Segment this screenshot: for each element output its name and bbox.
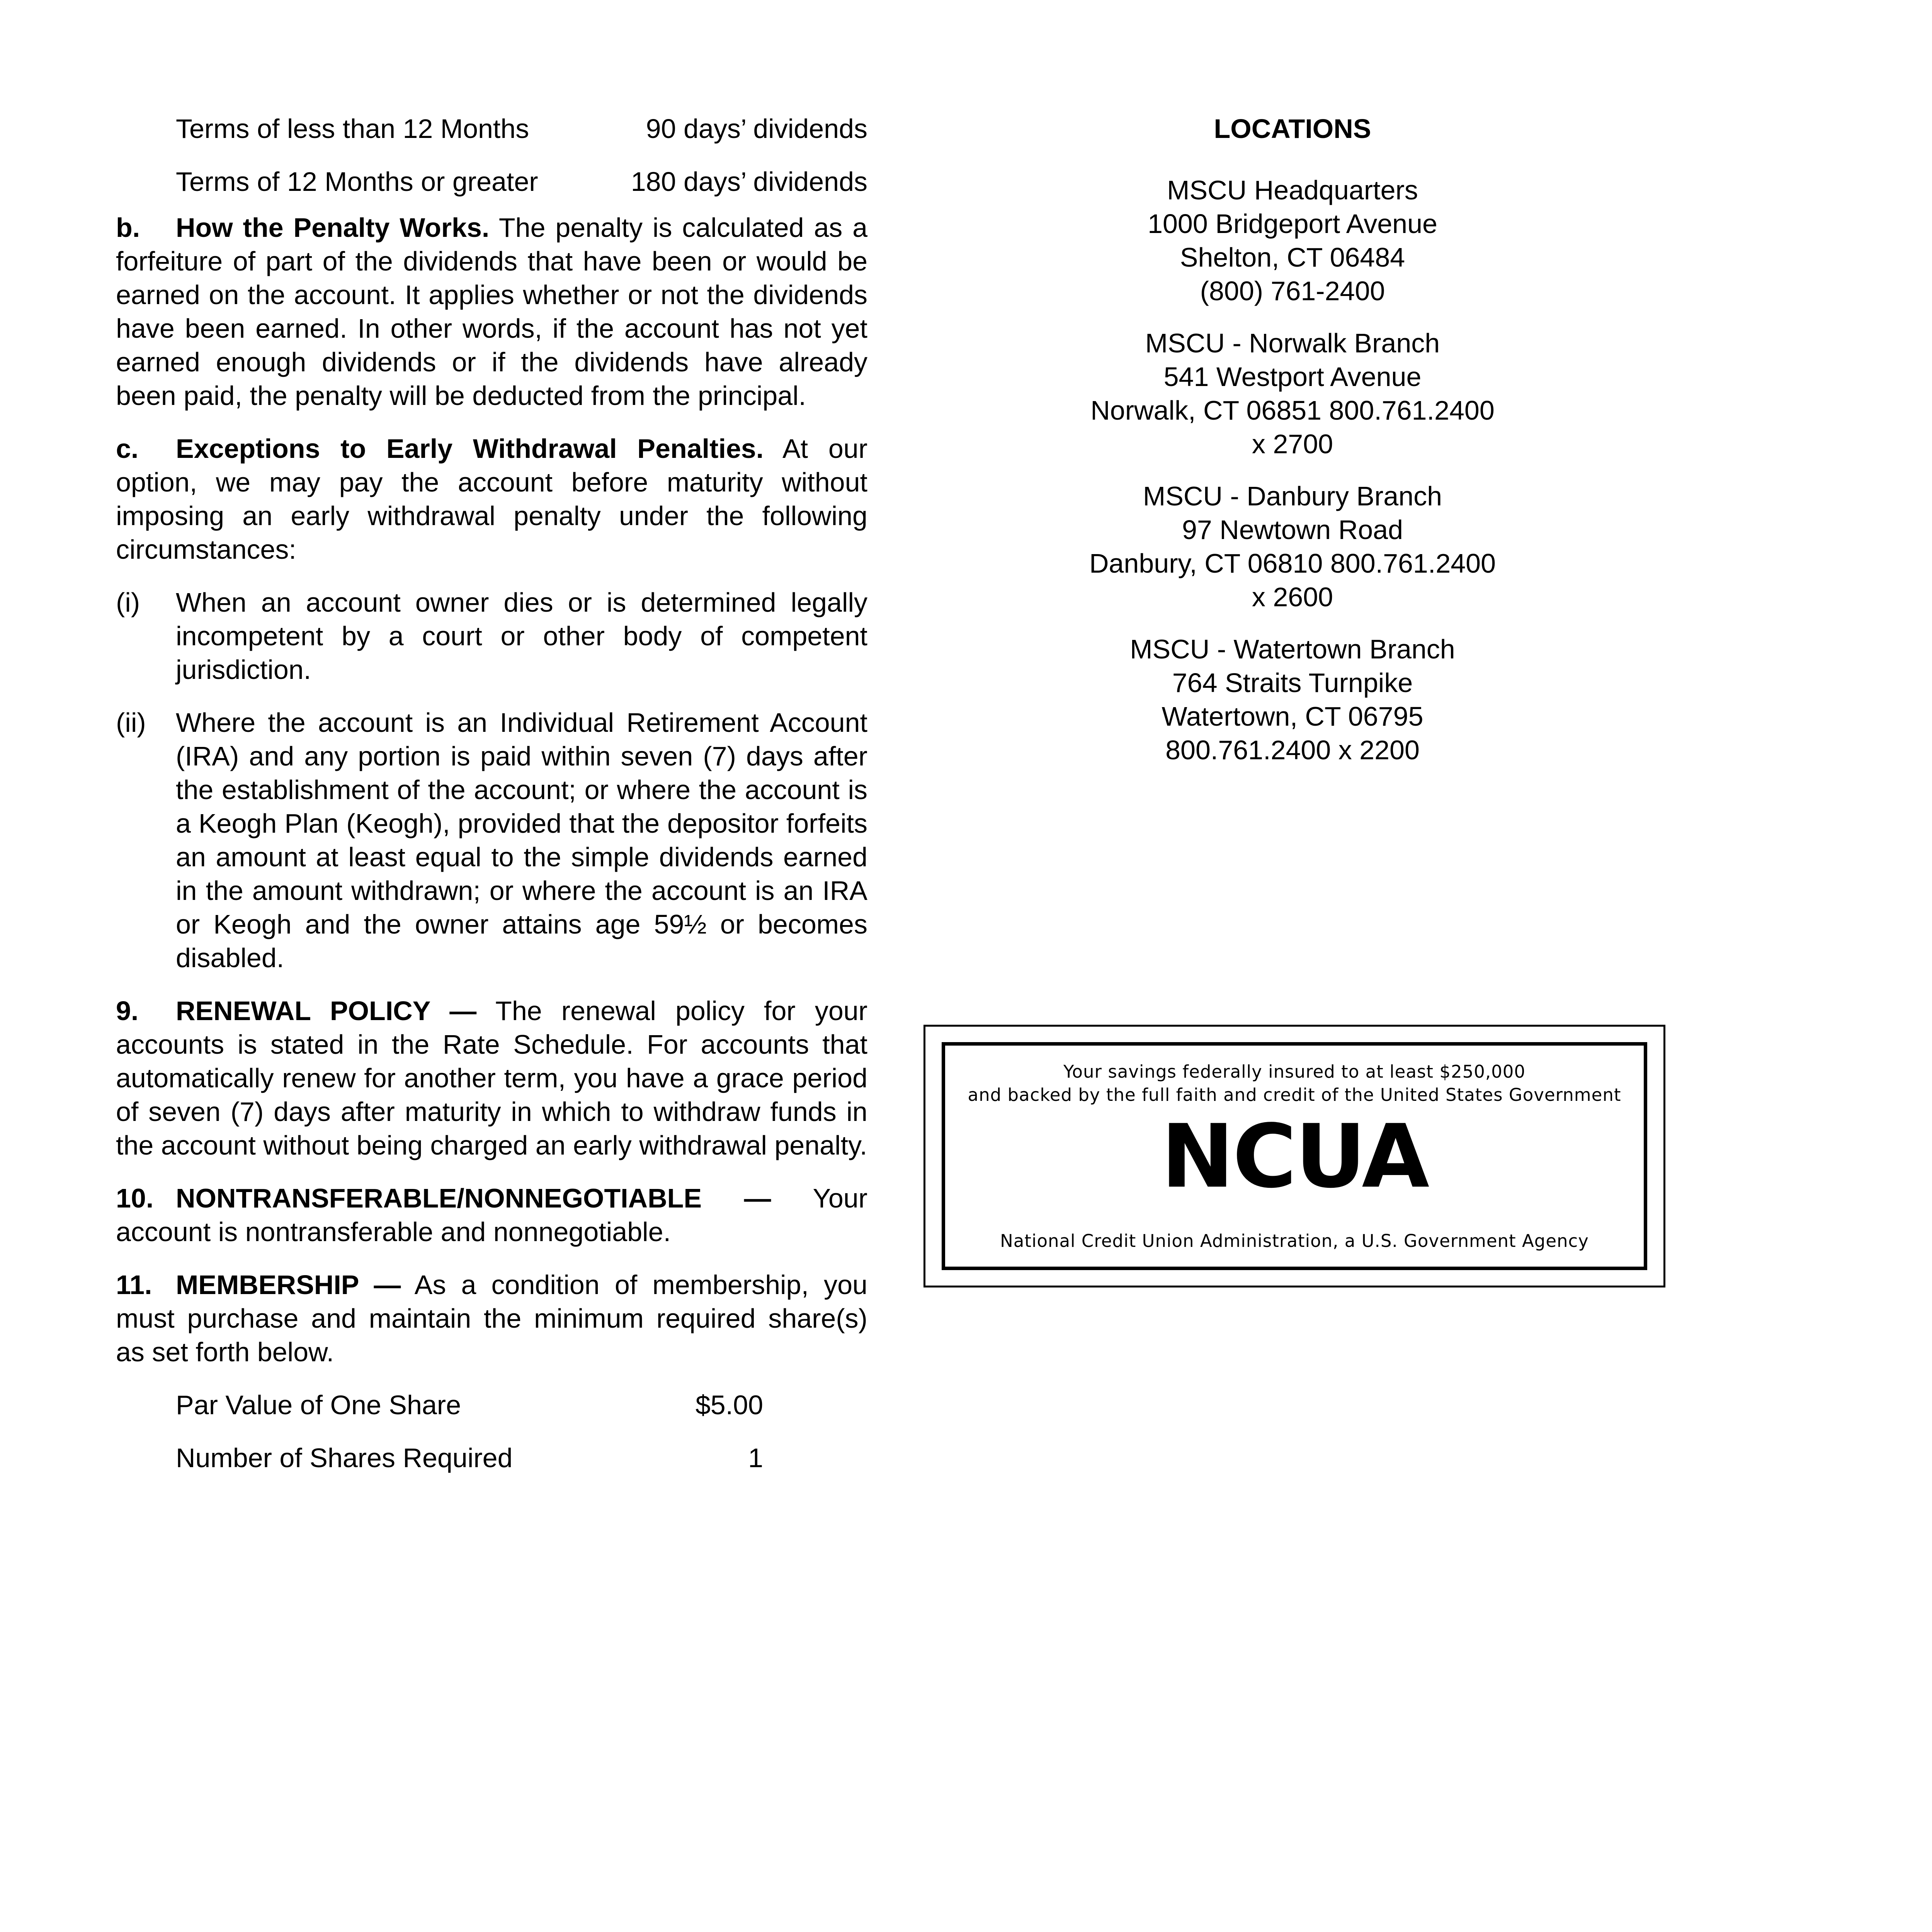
branch-danbury — [920, 480, 1665, 614]
branch-name: MSCU - Watertown Branch — [1130, 634, 1455, 664]
ncua-inner-frame — [942, 1042, 1647, 1270]
branch-city: Norwalk, CT 06851 800.761.2400 — [1090, 395, 1495, 425]
section-c-text: At our option, we may pay the account before maturity without imposing an early withdrawal penalty under the following circumstances: — [116, 434, 867, 565]
branch-phone: x 2700 — [1252, 429, 1333, 459]
section-9-text: The renewal policy for your accounts is stated in the Rate Schedule. For accounts that automatically renew for another term, you have a grace period of seven (7) days after maturity in which to withdraw funds in the account without being charged an early withdrawal penalty. — [116, 996, 867, 1160]
left-column — [116, 112, 867, 1494]
branch-name: MSCU - Norwalk Branch — [1145, 328, 1440, 358]
section-9-label: 9. — [116, 996, 139, 1026]
exception-number: (ii) — [116, 707, 146, 738]
branch-street: 1000 Bridgeport Avenue — [1148, 209, 1437, 239]
ncua-backed-line: and backed by the full faith and credit of the United States Government — [968, 1085, 1621, 1105]
section-c-paragraph — [116, 432, 867, 566]
branch-city: Shelton, CT 06484 — [1180, 242, 1405, 272]
share-row-par-value — [116, 1388, 867, 1422]
section-11-text: As a condition of membership, you must purchase and maintain the minimum required share(s) as set forth below. — [116, 1270, 867, 1367]
section-11-label: 11. — [116, 1270, 152, 1300]
ncua-insurance-box — [923, 1025, 1665, 1287]
branch-phone: (800) 761-2400 — [1200, 276, 1385, 306]
section-b-paragraph — [116, 211, 867, 413]
penalty-amount: 180 days’ dividends — [631, 167, 867, 197]
section-10-text: Your account is nontransferable and nonnegotiable. — [116, 1183, 867, 1247]
ncua-logo: NCUA — [1161, 1106, 1428, 1208]
exception-text: Where the account is an Individual Retirement Account (IRA) and any portion is paid within seven (7) days after the establishment of the account; or where the account is a Keogh Plan (Keogh), provided that the depositor forfeits an amount at least equal to the simple dividends earned in the amount withdrawn; or where the account is an IRA or Keogh and the owner attains age 59½ or becomes disabled. — [176, 707, 867, 973]
branch-name: MSCU Headquarters — [1167, 175, 1418, 205]
penalty-amount: 90 days’ dividends — [646, 114, 867, 144]
branch-city: Danbury, CT 06810 800.761.2400 — [1089, 548, 1496, 578]
section-b-text: The penalty is calculated as a forfeiture of part of the dividends that have been or would be earned on the account. It applies whether or not the dividends have been earned. In other words, if the account has not yet earned enough dividends or if the dividends have already been paid, the penalty will be deducted from the principal. — [116, 213, 868, 411]
branch-watertown — [920, 633, 1665, 767]
section-9-paragraph — [116, 994, 867, 1162]
penalty-term-label: Terms of 12 Months or greater — [176, 167, 538, 197]
section-10-heading: NONTRANSFERABLE/NONNEGOTIABLE — — [176, 1183, 771, 1213]
branch-norwalk — [920, 327, 1665, 461]
penalty-row-long-term — [116, 165, 867, 199]
section-11-heading: MEMBERSHIP — — [176, 1270, 401, 1300]
section-b-heading: How the Penalty Works. — [176, 213, 490, 243]
ncua-insured-line: Your savings federally insured to at least $250,000 — [1063, 1061, 1526, 1082]
share-label: Par Value of One Share — [176, 1390, 461, 1420]
share-row-number-required — [116, 1441, 867, 1475]
exception-item-ii — [116, 706, 867, 975]
section-10-paragraph — [116, 1182, 867, 1249]
exception-text: When an account owner dies or is determined legally incompetent by a court or other body of competent jurisdiction. — [176, 587, 867, 685]
exception-item-i — [116, 586, 867, 687]
branch-phone: x 2600 — [1252, 582, 1333, 612]
exception-number: (i) — [116, 587, 140, 617]
branch-name: MSCU - Danbury Branch — [1143, 481, 1442, 511]
section-c-heading: Exceptions to Early Withdrawal Penalties. — [176, 434, 764, 464]
locations-title: LOCATIONS — [1214, 114, 1371, 144]
locations-column — [920, 112, 1665, 786]
section-b-label: b. — [116, 213, 140, 243]
share-label: Number of Shares Required — [176, 1443, 513, 1473]
penalty-term-label: Terms of less than 12 Months — [176, 114, 529, 144]
section-c-label: c. — [116, 434, 139, 464]
penalty-row-short-term — [116, 112, 867, 146]
share-value: $5.00 — [695, 1390, 763, 1420]
branch-street: 97 Newtown Road — [1182, 515, 1403, 545]
share-value: 1 — [748, 1443, 763, 1473]
branch-headquarters — [920, 173, 1665, 308]
branch-phone: 800.761.2400 x 2200 — [1165, 735, 1420, 765]
branch-city: Watertown, CT 06795 — [1162, 701, 1423, 731]
branch-street: 541 Westport Avenue — [1163, 362, 1422, 392]
ncua-agency-line: National Credit Union Administration, a U.S. Government Agency — [1000, 1231, 1589, 1251]
section-9-heading: RENEWAL POLICY — — [176, 996, 477, 1026]
branch-street: 764 Straits Turnpike — [1172, 668, 1413, 698]
section-10-label: 10. — [116, 1183, 154, 1213]
section-11-paragraph — [116, 1268, 867, 1369]
